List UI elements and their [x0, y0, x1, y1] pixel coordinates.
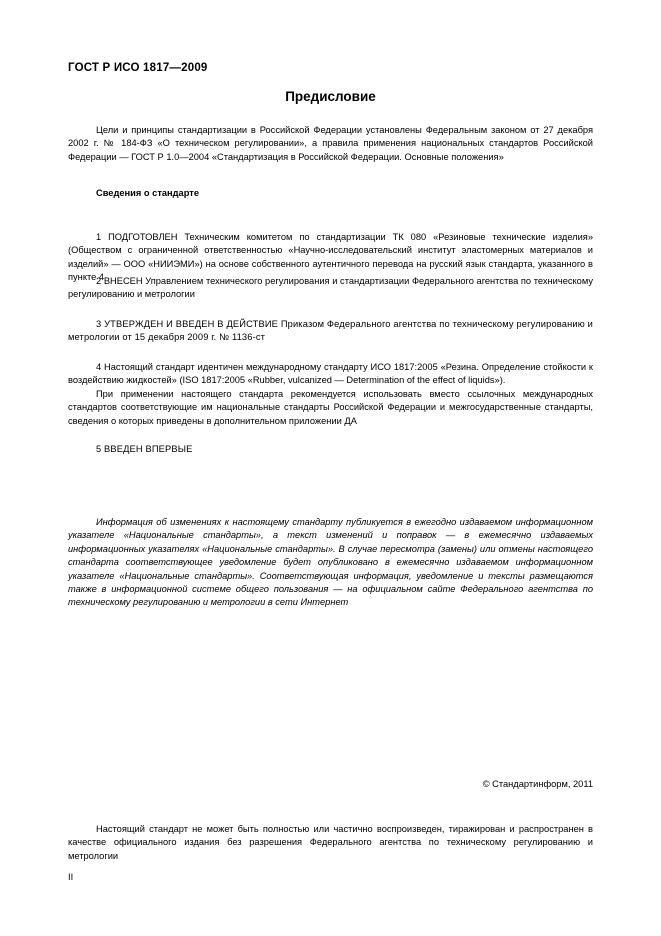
reproduction-notice: [68, 823, 593, 863]
paragraph-intro: [68, 124, 593, 164]
amendments-notice-text: Информация об изменениях к настоящему стандарту публикуется в ежегодно издаваемом информационном указателе «Национальные стандарты», а текст изменений и поправок — в ежемесячно издаваемых информационных указателях «Национальные стандарты». В случае пересмотра (замены) или отмены настоящего стандарта соответствующее уведомление будет опубликовано в ежемесячно издаваемом информационном указателе «Национальные стандарты». Соответствующая информация, уведомление и тексты размещаются также в информационной системе общего пользования — на официальном сайте Федерального агентства по техническому регулированию и метрологии в сети Интернет: [68, 517, 593, 608]
section-heading: Сведения о стандарте: [96, 188, 200, 198]
page-title: Предисловие: [285, 89, 376, 104]
reproduction-notice-text: Настоящий стандарт не может быть полностью или частично воспроизведен, тиражирован и распространен в качестве официального издания без разрешения Федерального агентства по техническому регулированию и метрологии: [68, 824, 593, 861]
amendments-notice: [68, 516, 593, 610]
paragraph-text: 3 УТВЕРЖДЕН И ВВЕДЕН В ДЕЙСТВИЕ Приказом Федерального агентства по техническому регулированию и метрологии от 15 декабря 2009 г. № 1136-ст: [68, 319, 593, 343]
paragraph-text: 4 Настоящий стандарт идентичен международному стандарту ИСО 1817:2005 «Резина. Определение стойкости к воздействию жидкостей» (ISO 1817:2005 «Rubber, vulcanized — Determination of the effect of liquids»).: [68, 362, 593, 386]
paragraph-text: 2 ВНЕСЕН Управлением технического регулирования и стандартизации Федерального агентства по техническому регулированию и метрологии: [68, 276, 593, 300]
document-standard-number: ГОСТ Р ИСО 1817—2009: [68, 62, 208, 74]
paragraph-text: Цели и принципы стандартизации в Российской Федерации установлены Федеральным законом от 27 декабря 2002 г. № 184-ФЗ «О техническом регулировании», а правила применения национальных стандартов Российской Федерации — ГОСТ Р 1.0—2004 «Стандартизация в Российской Федерации. Основные положения»: [68, 125, 593, 162]
paragraph-text: 5 ВВЕДЕН ВПЕРВЫЕ: [96, 444, 193, 454]
paragraph-item-3: [68, 318, 593, 345]
paragraph-item-5: [68, 443, 593, 456]
paragraph-text-note: При применении настоящего стандарта рекомендуется использовать вместо ссылочных международных стандартов соответствующие им национальные стандарты Российской Федерации и межгосударственные стандарты, сведения о которых приведены в дополнительном приложении ДА: [68, 388, 593, 426]
paragraph-item-4: [68, 361, 593, 428]
section-heading-block: [68, 187, 593, 200]
paragraph-text: 1 ПОДГОТОВЛЕН Техническим комитетом по стандартизации ТК 080 «Резиновые технические изделия» (Обществом с ограниченной ответственностью «Научно-исследовательский институт эластомерных материалов и изделий» — ООО «НИИЭМИ») на основе собственного аутентичного перевода на русский язык стандарта, указанного в пункте 4: [68, 232, 593, 283]
paragraph-item-2: [68, 275, 593, 302]
copyright-line: © Стандартинформ, 2011: [482, 779, 593, 789]
page-number: II: [68, 872, 74, 882]
